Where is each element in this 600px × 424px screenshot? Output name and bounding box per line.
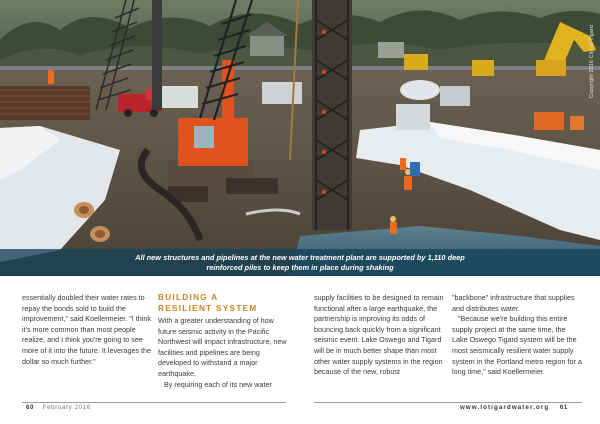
footer-right bbox=[460, 404, 568, 411]
page-number-right: 61 bbox=[559, 404, 568, 411]
article-paragraph: By requiring each of its new water bbox=[164, 379, 272, 389]
section-heading-line-2: RESILIENT SYSTEM bbox=[158, 303, 258, 313]
article-paragraph: With a greater understanding of how future seismic activity in the Pacific Northwest will impact infrastructure, new facilities and pipelines are being developed to withstand a major earthquake. bbox=[158, 316, 287, 378]
section-heading-line-1: BUILDING A bbox=[158, 293, 219, 302]
caption-line-1: All new structures and pipelines at the new water treatment plant are supported by 1,110 deep bbox=[135, 253, 465, 262]
photo-credit: Copyright 2016 City of Tigard bbox=[589, 25, 595, 98]
article-column-2 bbox=[158, 293, 292, 390]
article-paragraph: supply facilities to be designed to remain functional after a large earthquake, the partnership is improving its odds of bouncing back quickly from a significant seismic event. Lake Oswego and Tigard will be in much better shape than most other water supply systems in the region because of the new, robust bbox=[314, 293, 444, 377]
article-column-1 bbox=[22, 293, 152, 367]
footer-left bbox=[26, 404, 91, 411]
footer-rule-left bbox=[22, 402, 286, 403]
photo-caption bbox=[0, 249, 600, 276]
article-paragraph: "Because we're building this entire supply project at the same time, the Lake Oswego Tigard system will be the most seismically resilient water supply system in the Portland metro region for a long time," said Koellermeier. bbox=[452, 314, 582, 377]
footer-rule-right bbox=[314, 402, 582, 403]
section-heading bbox=[158, 293, 292, 314]
article-paragraph: essentially doubled their water rates to repay the bonds sold to build the improvement," said Koellermeier. "I think it's more common than most people realize, and I think you're going to see more of it into the future. It leverages the dollar so much further." bbox=[22, 293, 152, 366]
article-paragraph: "backbone" infrastructure that supplies and distributes water. bbox=[452, 293, 575, 313]
website-link[interactable]: www.lotigardwater.org bbox=[460, 404, 550, 411]
article-column-4 bbox=[452, 293, 582, 378]
caption-line-2: reinforced piles to keep them in place during shaking bbox=[206, 262, 394, 272]
page-number-left: 60 bbox=[26, 404, 35, 411]
issue-date: February 2016 bbox=[42, 404, 91, 411]
article-column-3 bbox=[314, 293, 446, 378]
